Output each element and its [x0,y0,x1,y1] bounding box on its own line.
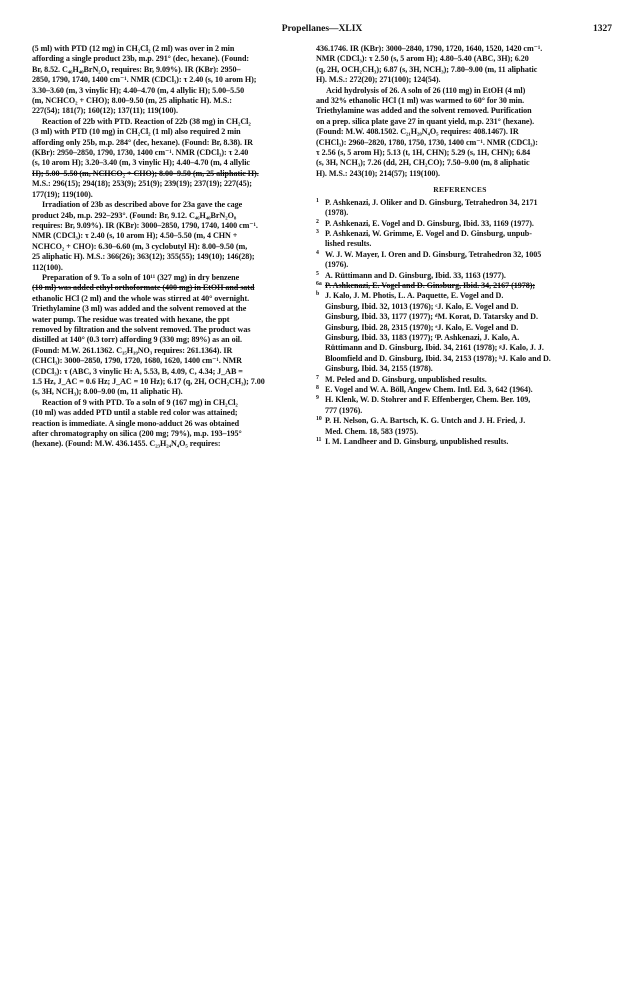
right-paragraph: 436.1746. IR (KBr): 3000–2840, 1790, 1720, 1640, 1520, 1420 cm⁻¹. NMR (CDCl₃): τ 2.50 (s, 5 arom H); 4.80–5.40 (ABC, 3H); 6.20 (q, 2H, OCH₂CH₃); 6.87 (s, 3H, NCH₃); 7.80–9.00 (m, 11 aliphatic H). M.S.: 272(20); 271(100); 124(54). [316,44,543,85]
left-column [32,44,310,450]
left-paragraph: Reaction of 9 with PTD. To a soln of 9 (167 mg) in CH₂Cl₂ (10 ml) was added PTD until a stable red color was attained; reaction is immediate. A single mono-adduct 26 was obtained after chromatography on silica (200 mg; 79%), m.p. 193–195° (hexane). (Found: M.W. 436.1455. C₂₃H₂₄N₄O₅ requires: [32,397,242,449]
reference-item [316,416,604,437]
reference-number: 6a [316,280,322,287]
left-paragraph: (10 ml) was added ethyl orthoformate (400 mg) in EtOH and satd [32,283,255,293]
reference-text: M. Peled and D. Ginsburg, unpublished results. [325,374,487,384]
reference-item [316,219,604,229]
right-column [316,44,604,447]
right-paragraph: Acid hydrolysis of 26. A soln of 26 (110 mg) in EtOH (4 ml) and 32% ethanolic HCl (1 ml) was warmed to 60° for 30 min. Triethylamine was added and the solvent removed. Purification on a prep. silica plate gave 27 in quant yield, m.p. 231° (hexane). (Found: M.W. 408.1502. C₂₁H₂₀N₄O₅ requires: 408.1467). IR (CHCl₃): 2960–2820, 1780, 1750, 1730, 1400 cm⁻¹. NMR (CDCl₃): τ 2.56 (s, 5 arom H); 5.13 (t, 1H, CHN); 5.29 (s, 1H, CHN); 6.84 (s, 3H, NCH₃); 7.26 (dd, 2H, CH₂CO); 7.50–9.00 (m, 8 aliphatic H). M.S.: 243(10); 214(57); 119(100). [316,85,538,178]
reference-number: 1 [316,197,319,204]
reference-number: 5 [316,270,319,277]
left-paragraph: Reaction of 22b with PTD. Reaction of 22b (38 mg) in CH₂Cl₂ (3 ml) with PTD (10 mg) in CH₂Cl₂ (1 ml) also required 2 min affording only 25b, m.p. 284° (dec, hexane). (Found: Br, 8.38). IR (KBr): 2950–2850, 1790, 1730, 1400 cm⁻¹. NMR (CDCl₃): τ 2.40 (s, 10 arom H); 3.20–3.40 (m, 3 vinylic H); 4.40–4.70 (m, 4 allylic [32,116,253,168]
reference-text: H. Klenk, W. D. Stohrer and F. Effenberger, Chem. Ber. 109, 777 (1976). [325,395,531,415]
reference-text: P. Ashkenazi, J. Oliker and D. Ginsburg, Tetrahedron 34, 2171 (1978). [325,197,538,218]
reference-item [316,250,604,271]
left-paragraph: Irradiation of 23b as described above for 23a gave the cage product 24b, m.p. 292–293°. (Found: Br, 9.12. C₄₆H₄₀BrN₂O₈ requires: Br, 9.09%). IR (KBr): 3000–2850, 1790, 1740, 1400 cm⁻¹. NMR (CDCl₃): τ 2.40 (s, 10 arom H); 4.50–5.50 (m, 4 CHN + NCHCO₂ + CHO): 6.30–6.60 (m, 3 cyclobutyl H): 8.00–9.50 (m, 25 aliphatic H). M.S.: 366(26); 363(12); 355(55); 149(10); 146(28); 112(100). [32,200,258,272]
reference-list [316,198,604,448]
left-paragraph: ethanolic HCl (2 ml) and the whole was stirred at 40° overnight. Triethylamine (3 ml) was added and the solvent removed at the water pump. The residue was treated with hexane, the ppt removed by filtration and the solvent removed. The product was distilled at 140° (0.3 torr) affording 9 (330 mg; 89%) as an oil. (Found: M.W. 261.1362. C₁₅H₁₉NO₃ requires: 261.1364). IR (CHCl₃): 3000–2850, 1790, 1720, 1680, 1620, 1400 cm⁻¹. NMR (CDCl₃): τ (ABC, 3 vinylic H: A, 5.53, B, 4.09, C, 4.34; J_AB = 1.5 Hz, J_AC = 0.6 Hz; J_AC = 10 Hz); 6.17 (q, 2H, OCH₂CH₃); 7.00 (s, 3H, NCH₃); 8.00–9.00 (m, 11 aliphatic H). [32,293,265,397]
reference-item [316,291,604,374]
reference-number: 7 [316,374,319,381]
reference-item [316,375,604,385]
reference-text: P. H. Nelson, G. A. Bartsch, K. G. Untch and J. H. Fried, J. Med. Chem. 18, 583 (1975). [325,416,526,436]
running-header [32,24,612,38]
reference-number: 11 [316,437,322,444]
reference-number: 2 [316,218,319,225]
reference-text: J. Kalo, J. M. Photis, L. A. Paquette, E. Vogel and D. Ginsburg, Ibid. 32, 1013 (1976); ᶜJ. Kalo, E. Vogel and D. Ginsburg, Ibid. 33, 1177 (1977); ᵈM. Korat, D. Tatarsky and D. Ginsburg, Ibid. 28, 2315 (1970); ᵉJ. Kalo, E. Vogel and D. Ginsburg, Ibid. 33, 1183 (1977); ᶠP. Ashkenazi, J. Kalo, A. Rüttimann and D. Ginsburg, Ibid. 34, 2161 (1978); ᵍJ. Kalo, J. J. Bloomfield and D. Ginsburg, Ibid. 34, 2153 (1978); ʰJ. Kalo and D. Ginsburg, Ibid. 34, 2155 (1978). [325,291,551,374]
reference-item [316,271,604,281]
reference-text: E. Vogel and W. A. Böll, Angew Chem. Intl. Ed. 3, 642 (1964). [325,385,533,394]
reference-item [316,229,604,250]
reference-item [316,395,604,416]
running-title: Propellanes—XLIX [281,24,363,34]
reference-number: b [316,291,320,298]
left-paragraph: (5 ml) with PTD (12 mg) in CH₂Cl₂ (2 ml) was over in 2 min affording a single product 23b, m.p. 291° (dec, hexane). (Found: Br, 8.52. C₄₆H₄₀BrN₂O₈ requires: Br, 9.09%). IR (KBr): 2950– 2850, 1790, 1740, 1400 cm⁻¹. NMR (CDCl₃): τ 2.40 (s, 10 arom H); 3.30–3.60 (m, 3 vinylic H); 4.40–4.70 (m, 4 allylic H); 5.00–5.50 (m, NCHCO₂ + CHO); 8.00–9.50 (m, 25 aliphatic H). M.S.: 227(54); 181(7); 160(12); 137(11); 119(100). [32,44,257,116]
reference-text: I. M. Landheer and D. Ginsburg, unpublished results. [325,437,509,447]
reference-text: W. J. W. Mayer, I. Oren and D. Ginsburg, Tetrahedron 32, 1005 (1976). [325,249,542,270]
reference-text: P. Ashkenazi, E. Vogel and D. Ginsburg, Ibid. 34, 2167 (1978); [325,280,536,290]
reference-number: 8 [316,385,319,391]
reference-item [316,437,604,447]
reference-number: 4 [316,249,319,256]
left-paragraph: Preparation of 9. To a soln of 10¹¹ (327 mg) in dry benzene [42,272,240,282]
page-number: 1327 [593,24,612,34]
reference-text: P. Ashkenazi, E. Vogel and D. Ginsburg, Ibid. 33, 1169 (1977). [325,218,534,228]
reference-number: 3 [316,228,319,235]
reference-item [316,281,604,291]
left-paragraph: H); 5.00–5.50 (m, NCHCO₂ + CHO); 8.00–9.50 (m, 25 aliphatic H). [32,168,259,178]
reference-text: P. Ashkenazi, W. Grimme, E. Vogel and D. Ginsburg, unpub- lished results. [325,228,532,249]
reference-number: 10 [316,416,322,423]
reference-item [316,385,604,395]
right-column-text [316,44,604,179]
reference-number: 9 [316,395,319,402]
references-heading: REFERENCES [433,185,487,195]
reference-text: A. Rüttimann and D. Ginsburg, Ibid. 33, 1163 (1977). [325,270,506,280]
reference-item [316,198,604,219]
left-paragraph: M.S.: 296(15); 294(18); 253(9); 251(9); 239(19); 237(19); 227(45); 177(19); 119(100). [32,179,252,199]
